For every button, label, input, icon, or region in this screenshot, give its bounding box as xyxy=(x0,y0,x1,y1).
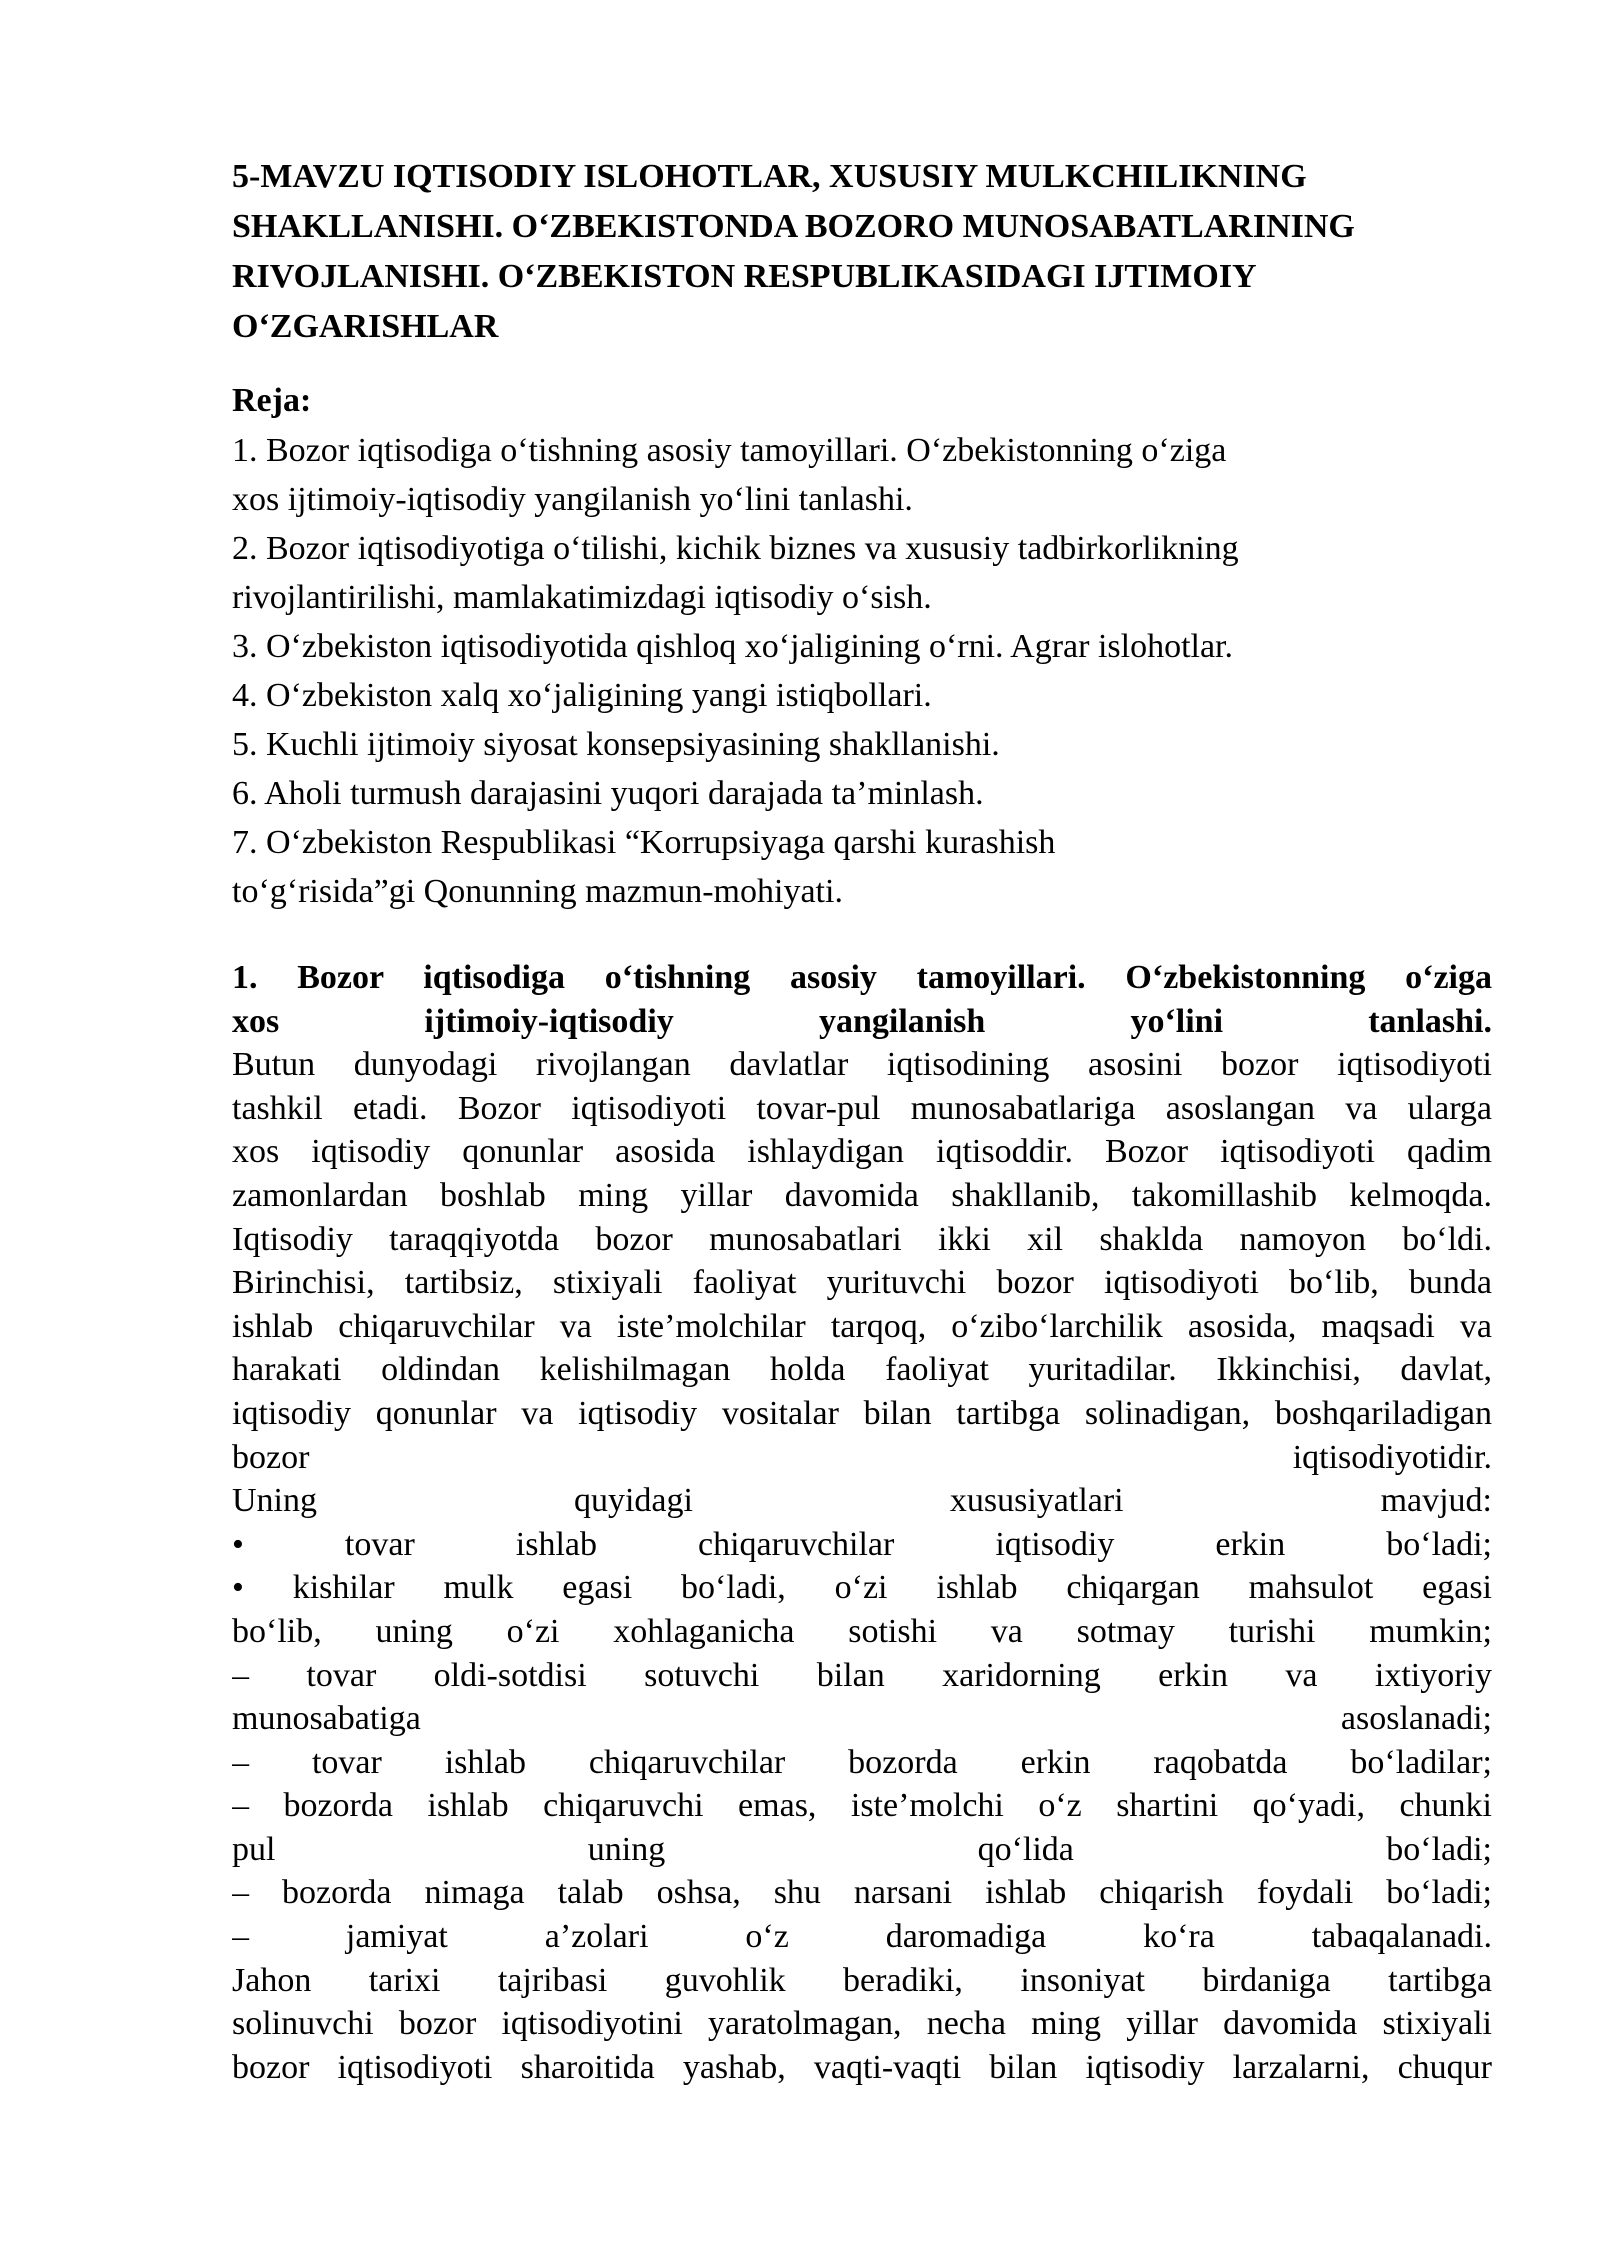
dash-line: – tovar oldi-sotdisi sotuvchi bilan xaridorning erkin va ixtiyoriy xyxy=(232,1656,1492,1694)
dash-line: – bozorda nimaga talab oshsa, shu narsani ishlab chiqarish foydali bo‘ladi; xyxy=(232,1874,1492,1912)
body-line: tashkil etadi. Bozor iqtisodiyoti tovar-pul munosabatlariga asoslangan va ularga xyxy=(232,1089,1492,1127)
dash-line: – bozorda ishlab chiqaruvchi emas, iste’molchi o‘z shartini qo‘yadi, chunki xyxy=(232,1787,1492,1825)
plan-line: xos ijtimoiy-iqtisodiy yangilanish yo‘lini tanlashi. xyxy=(232,481,913,518)
dash-line: munosabatiga asoslanadi; xyxy=(232,1700,1492,1738)
dash-line: – jamiyat a’zolari o‘z daromadiga ko‘ra tabaqalanadi. xyxy=(232,1918,1492,1956)
plan-line: 2. Bozor iqtisodiyotiga o‘tilishi, kichik biznes va xususiy tadbirkorlikning xyxy=(232,530,1239,567)
plan-line: 3. O‘zbekiston iqtisodiyotida qishloq xo‘jaligining o‘rni. Agrar islohotlar. xyxy=(232,628,1234,665)
dash-line: pul uning qo‘lida bo‘ladi; xyxy=(232,1830,1492,1868)
body-line: ishlab chiqaruvchilar va iste’molchilar tarqoq, o‘zibo‘larchilik asosida, maqsadi va xyxy=(232,1307,1492,1345)
plan-line: 5. Kuchli ijtimoiy siyosat konsepsiyasining shakllanishi. xyxy=(232,726,1000,763)
bullet-line: • kishilar mulk egasi bo‘ladi, o‘zi ishlab chiqargan mahsulot egasi xyxy=(232,1569,1492,1607)
plan-line: 6. Aholi turmush darajasini yuqori darajada ta’minlash. xyxy=(232,775,984,812)
plan-list xyxy=(232,426,1492,916)
plan-line: rivojlantirilishi, mamlakatimizdagi iqtisodiy o‘sish. xyxy=(232,579,932,616)
body-line: Uning quyidagi xususiyatlari mavjud: xyxy=(232,1482,1492,1520)
body-line: zamonlardan boshlab ming yillar davomida shakllanib, takomillashib kelmoqda. xyxy=(232,1176,1492,1214)
body-line: harakati oldindan kelishilmagan holda faoliyat yuritadilar. Ikkinchisi, davlat, xyxy=(232,1351,1492,1389)
topic-heading xyxy=(232,152,1492,352)
body-line: bozor iqtisodiyotidir. xyxy=(232,1438,1492,1476)
heading-line: 5-MAVZU IQTISODIY ISLOHOTLAR, XUSUSIY MULKCHILIKNING xyxy=(232,158,1307,195)
heading-line: SHAKLLANISHI. O‘ZBEKISTONDA BOZORO MUNOSABATLARINING xyxy=(232,208,1355,245)
plan-line: 1. Bozor iqtisodiga o‘tishning asosiy tamoyillari. O‘zbekistonning o‘ziga xyxy=(232,432,1227,469)
body-line: bozor iqtisodiyoti sharoitida yashab, vaqti-vaqti bilan iqtisodiy larzalarni, chuqur xyxy=(232,2048,1492,2086)
body-line: iqtisodiy qonunlar va iqtisodiy vositalar bilan tartibga solinadigan, boshqariladigan xyxy=(232,1394,1492,1432)
plan-line: 4. O‘zbekiston xalq xo‘jaligining yangi istiqbollari. xyxy=(232,677,932,714)
plan-title: Reja: xyxy=(232,382,312,419)
body-line: Iqtisodiy taraqqiyotda bozor munosabatlari ikki xil shaklda namoyon bo‘ldi. xyxy=(232,1220,1492,1258)
section-1 xyxy=(232,956,1492,2089)
body-line: Jahon tarixi tajribasi guvohlik beradiki, insoniyat birdaniga tartibga xyxy=(232,1961,1492,1999)
plan-line: to‘g‘risida”gi Qonunning mazmun-mohiyati. xyxy=(232,873,843,910)
body-line: xos iqtisodiy qonunlar asosida ishlaydigan iqtisoddir. Bozor iqtisodiyoti qadim xyxy=(232,1133,1492,1171)
bullet-line: bo‘lib, uning o‘zi xohlaganicha sotishi va sotmay turishi mumkin; xyxy=(232,1612,1492,1650)
bullet-line: • tovar ishlab chiqaruvchilar iqtisodiy erkin bo‘ladi; xyxy=(232,1525,1492,1563)
body-line: solinuvchi bozor iqtisodiyotini yaratolmagan, necha ming yillar davomida stixiyali xyxy=(232,2005,1492,2043)
section-heading-line: 1. Bozor iqtisodiga o‘tishning asosiy tamoyillari. O‘zbekistonning o‘ziga xyxy=(232,959,1492,996)
dash-line: – tovar ishlab chiqaruvchilar bozorda erkin raqobatda bo‘ladilar; xyxy=(232,1743,1492,1781)
plan-line: 7. O‘zbekiston Respublikasi “Korrupsiyaga qarshi kurashish xyxy=(232,824,1056,861)
section-heading-line: xos ijtimoiy-iqtisodiy yangilanish yo‘lini tanlashi. xyxy=(232,1002,1492,1040)
heading-line: O‘ZGARISHLAR xyxy=(232,308,499,345)
heading-line: RIVOJLANISHI. O‘ZBEKISTON RESPUBLIKASIDAGI IJTIMOIY xyxy=(232,258,1257,295)
body-line: Birinchisi, tartibsiz, stixiyali faoliyat yurituvchi bozor iqtisodiyoti bo‘lib, bunda xyxy=(232,1264,1492,1302)
body-line: Butun dunyodagi rivojlangan davlatlar iqtisodining asosini bozor iqtisodiyoti xyxy=(232,1046,1492,1084)
